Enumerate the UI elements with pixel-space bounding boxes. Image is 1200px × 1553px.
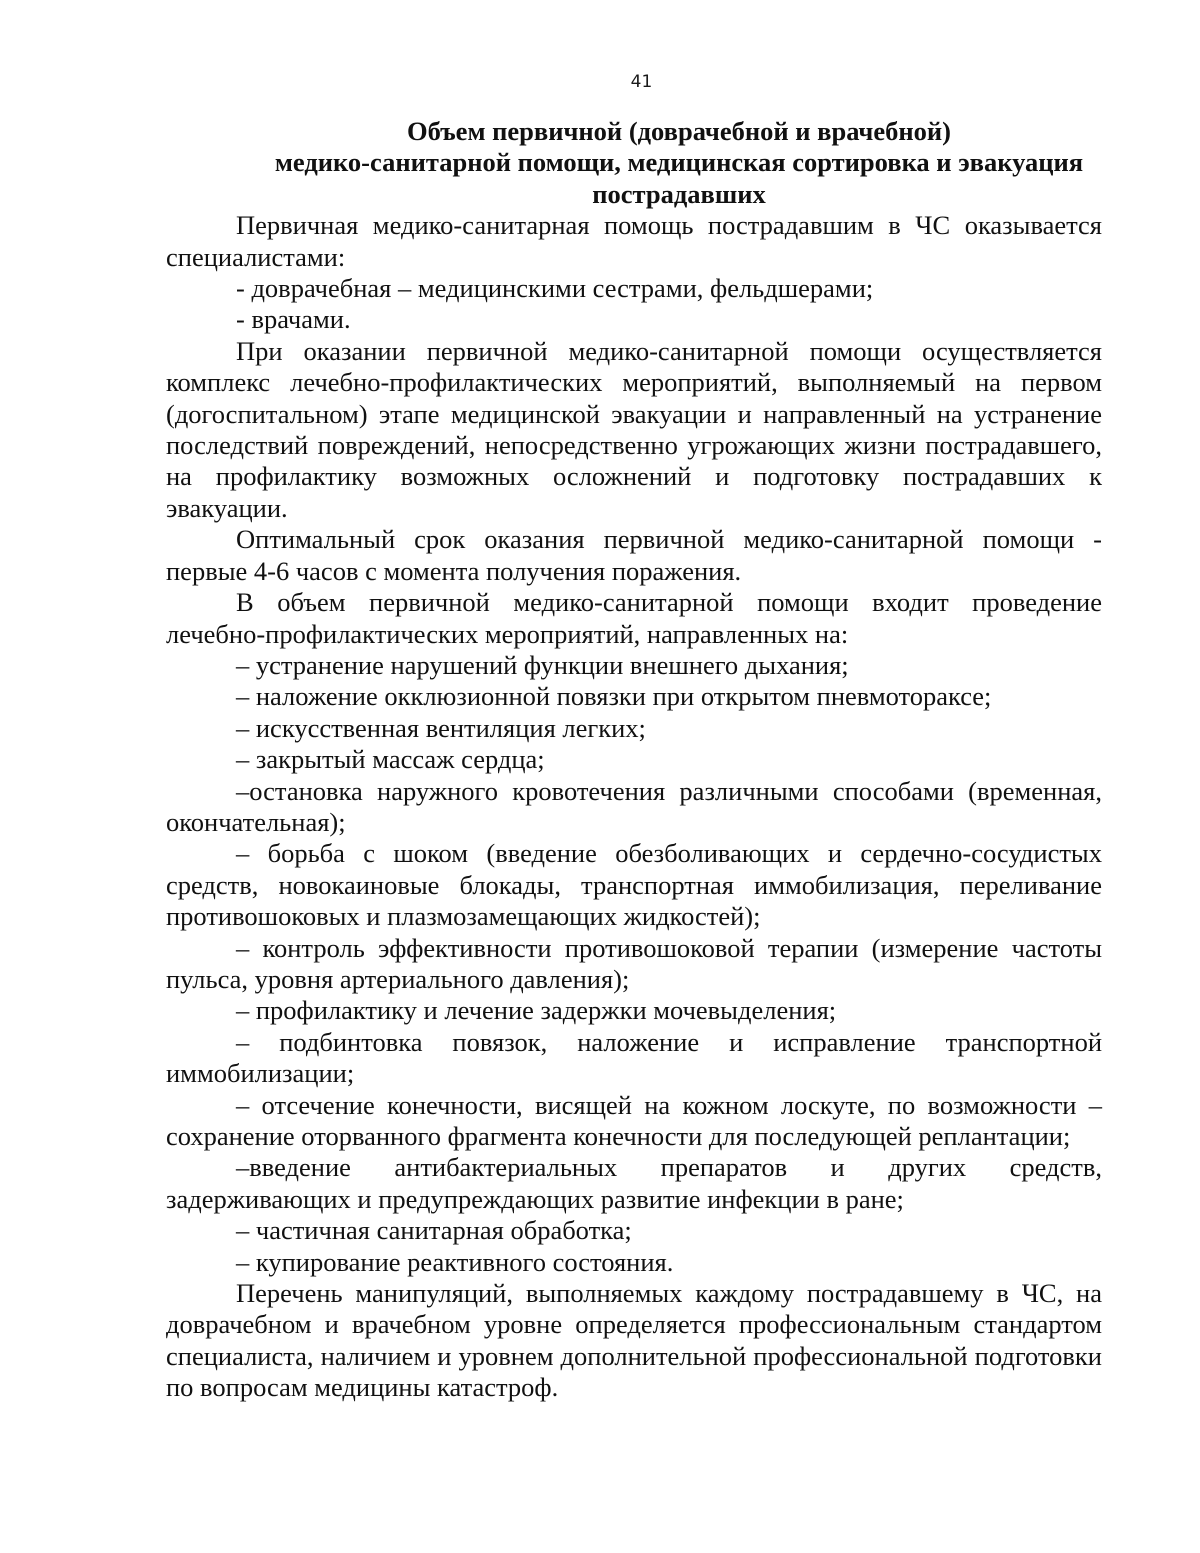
paragraph: При оказании первичной медико-санитарной помощи осуществляется комплекс лечебно-профилактических мероприятий, выполняемый на первом (догоспитальном) этапе медицинской эвакуации и направленный на устранение последствий повреждений, непосредственно угрожающих жизни пострадавшего, на профилактику возможных осложнений и подготовку пострадавших к эвакуации. [166,335,1102,523]
list-item: –остановка наружного кровотечения различными способами (временная, окончательная); [166,775,1102,837]
list-item: –введение антибактериальных препаратов и других средств, задерживающих и предупреждающих развитие инфекции в ране; [166,1152,1102,1214]
title-line: медико-санитарной помощи, медицинская сортировка и эвакуация [274,147,1084,178]
paragraph: Оптимальный срок оказания первичной медико-санитарной помощи - первые 4-6 часов с момента получения поражения. [166,524,1102,586]
list-item: – частичная санитарная обработка; [236,1215,632,1246]
list-item: – устранение нарушений функции внешнего дыхания; [236,649,849,680]
list-item: – профилактику и лечение задержки мочевыделения; [236,995,837,1026]
paragraph: В объем первичной медико-санитарной помощи входит проведение лечебно-профилактических мероприятий, направленных на: [166,587,1102,649]
list-item: – борьба с шоком (введение обезболивающих и сердечно-сосудистых средств, новокаиновые блокады, транспортная иммобилизация, переливание противошоковых и плазмозамещающих жидкостей); [166,838,1102,932]
list-item: – закрытый массаж сердца; [236,744,545,775]
title-line: Объем первичной (доврачебной и врачебной) [407,116,951,146]
paragraph: Первичная медико-санитарная помощь пострадавшим в ЧС оказывается специалистами: [166,210,1102,272]
list-item: – наложение окклюзионной повязки при открытом пневмотораксе; [236,681,992,712]
title-line: пострадавших [592,178,766,209]
list-item: – отсечение конечности, висящей на кожном лоскуте, по возможности – сохранение оторванного фрагмента конечности для последующей реплантации; [166,1089,1102,1151]
page-number: 41 [630,72,653,92]
section-title [256,116,1102,210]
list-item: – контроль эффективности противошоковой терапии (измерение частоты пульса, уровня артериального давления); [166,932,1102,994]
list-item: – подбинтовка повязок, наложение и исправление транспортной иммобилизации; [166,1026,1102,1089]
page-content [166,116,1102,1404]
list-item: – искусственная вентиляция легких; [236,712,646,743]
list-item: – купирование реактивного состояния. [236,1246,674,1277]
list-item: - доврачебная – медицинскими сестрами, фельдшерами; [236,273,874,304]
list-item: - врачами. [236,304,351,335]
paragraph: Перечень манипуляций, выполняемых каждому пострадавшему в ЧС, на доврачебном и врачебном уровне определяется профессиональным стандартом специалиста, наличием и уровнем дополнительной профессиональной подготовки по вопросам медицины катастроф. [166,1278,1102,1403]
